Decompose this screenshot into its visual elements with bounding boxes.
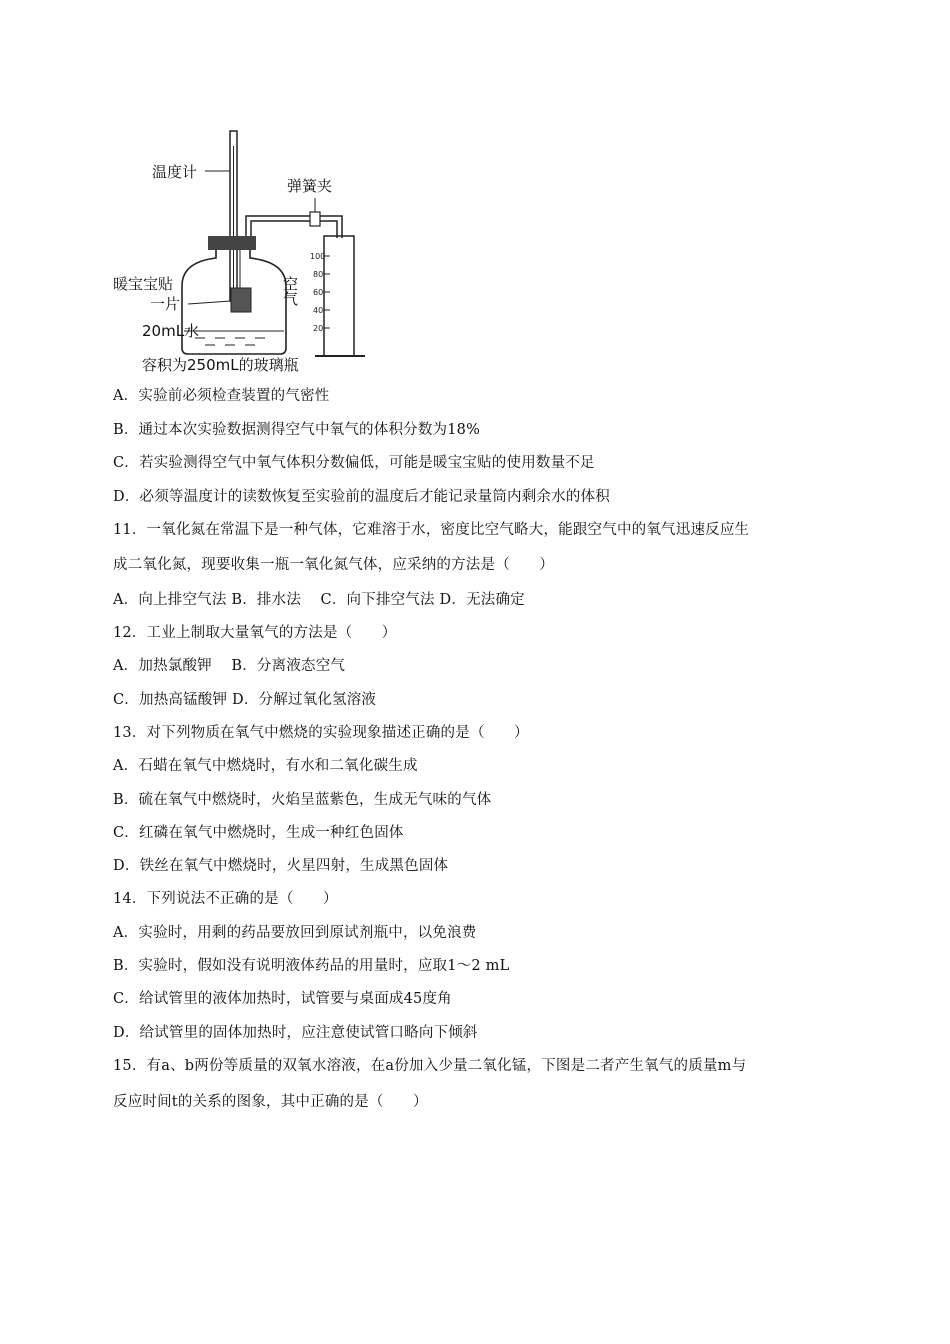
one-piece-label: 一片 bbox=[150, 295, 181, 313]
q13-option-d: D．铁丝在氧气中燃烧时，火星四射，生成黑色固体 bbox=[113, 858, 449, 874]
graduated-cylinder bbox=[324, 236, 354, 356]
q14-stem: 14．下列说法不正确的是（ ） bbox=[113, 891, 338, 907]
q13-option-c: C．红磷在氧气中燃烧时，生成一种红色固体 bbox=[113, 825, 404, 841]
q11-stem-line2: 成二氧化氮，现要收集一瓶一氧化氮气体，应采纳的方法是（ ） bbox=[113, 557, 554, 573]
apparatus-diagram bbox=[110, 126, 370, 376]
clamp-label: 弹簧夹 bbox=[287, 177, 333, 195]
water-label: 20mL水 bbox=[142, 322, 200, 340]
tick-40: 40 bbox=[313, 306, 324, 315]
spring-clamp bbox=[310, 212, 320, 226]
q11-stem-line1: 11．一氧化氮在常温下是一种气体，它难溶于水，密度比空气略大，能跟空气中的氧气迅速反应生 bbox=[113, 522, 750, 538]
q10-option-c: C．若实验测得空气中氧气体积分数偏低，可能是暖宝宝贴的使用数量不足 bbox=[113, 455, 595, 471]
q10-option-b: B．通过本次实验数据测得空气中氧气的体积分数为18% bbox=[113, 422, 481, 438]
thermometer-label: 温度计 bbox=[152, 163, 198, 181]
tick-20: 20 bbox=[313, 324, 324, 333]
tick-80: 80 bbox=[313, 270, 324, 279]
q14-option-c: C．给试管里的液体加热时，试管要与桌面成45度角 bbox=[113, 991, 452, 1007]
q14-option-b: B．实验时，假如没有说明液体药品的用量时，应取1～2 mL bbox=[113, 958, 510, 974]
q13-stem: 13．对下列物质在氧气中燃烧的实验现象描述正确的是（ ） bbox=[113, 725, 529, 741]
q13-option-a: A．石蜡在氧气中燃烧时，有水和二氧化碳生成 bbox=[113, 758, 418, 774]
tick-60: 60 bbox=[313, 288, 324, 297]
delivery-tube bbox=[246, 216, 342, 238]
q14-option-d: D．给试管里的固体加热时，应注意使试管口略向下倾斜 bbox=[113, 1025, 478, 1041]
q13-option-b: B．硫在氧气中燃烧时，火焰呈蓝紫色，生成无气味的气体 bbox=[113, 792, 492, 808]
q15-stem-line2: 反应时间t的关系的图象，其中正确的是（ ） bbox=[113, 1094, 428, 1110]
air-label: 空气 bbox=[281, 276, 299, 306]
warmer-label: 暖宝宝贴 bbox=[113, 275, 174, 293]
q15-stem-line1: 15．有a、b两份等质量的双氧水溶液，在a份加入少量二氧化锰，下图是二者产生氧气的质量m与 bbox=[113, 1058, 747, 1074]
q10-option-d: D．必须等温度计的读数恢复至实验前的温度后才能记录量筒内剩余水的体积 bbox=[113, 489, 610, 505]
apparatus-figure bbox=[110, 126, 370, 376]
q11-options: A．向上排空气法 B．排水法 C．向下排空气法 D．无法确定 bbox=[113, 592, 525, 608]
q12-options-line2: C．加热高锰酸钾 D．分解过氧化氢溶液 bbox=[113, 692, 377, 708]
q10-option-a: A．实验前必须检查装置的气密性 bbox=[113, 388, 330, 404]
bottle-stopper bbox=[208, 236, 256, 250]
q12-stem: 12．工业上制取大量氧气的方法是（ ） bbox=[113, 625, 397, 641]
figure-caption: 容积为250mL的玻璃瓶 bbox=[142, 356, 299, 374]
cylinder-scale bbox=[310, 252, 330, 333]
q12-options-line1: A．加热氯酸钾 B．分离液态空气 bbox=[113, 658, 346, 674]
q14-option-a: A．实验时，用剩的药品要放回到原试剂瓶中，以免浪费 bbox=[113, 925, 477, 941]
tick-100: 100 bbox=[310, 252, 326, 261]
warmer-patch bbox=[231, 288, 251, 312]
